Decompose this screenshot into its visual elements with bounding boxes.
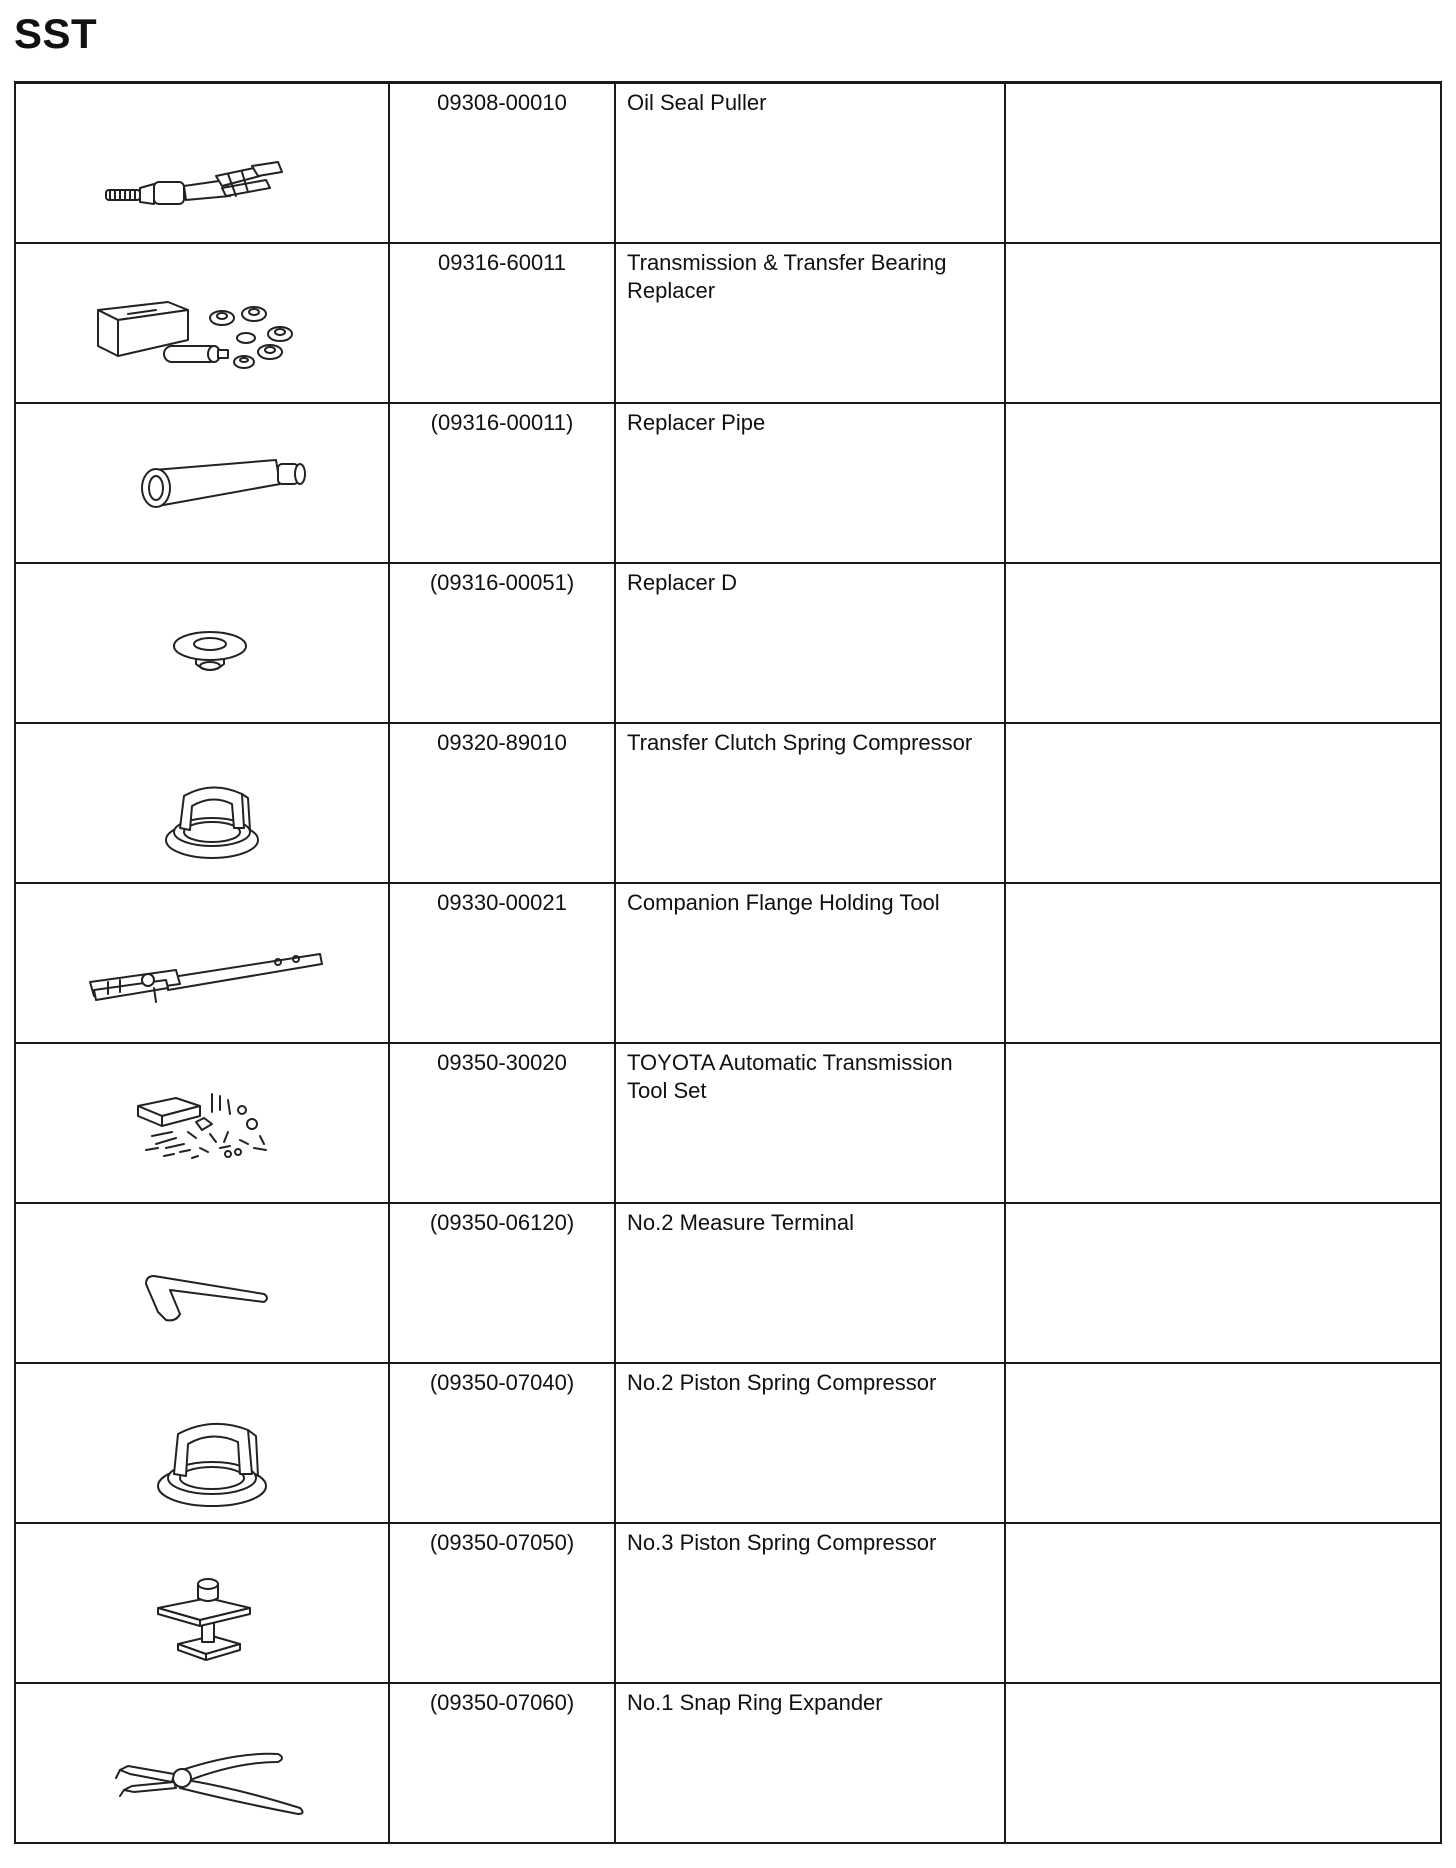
table-row	[15, 1523, 1441, 1683]
note-cell	[1005, 723, 1441, 883]
part-number: (09350-06120)	[429, 1210, 575, 1235]
part-number: 09308-00010	[437, 90, 567, 115]
part-number: (09316-00011)	[430, 410, 574, 435]
tool-illustration-cell	[15, 243, 389, 403]
note-cell	[1005, 1523, 1441, 1683]
tool-illustration-cell	[15, 83, 389, 244]
bearing-replacer-set-icon	[16, 244, 388, 402]
sst-table	[14, 81, 1442, 1844]
note-cell	[1005, 403, 1441, 563]
part-number: 09316-60011	[437, 250, 567, 275]
part-number: 09330-00021	[437, 890, 567, 915]
part-number: (09350-07050)	[429, 1530, 575, 1555]
part-number: 09320-89010	[437, 730, 567, 755]
replacer-pipe-icon	[16, 404, 388, 562]
tool-illustration-cell	[15, 723, 389, 883]
tool-name: No.2 Piston Spring Compressor	[627, 1370, 937, 1395]
tool-name: No.3 Piston Spring Compressor	[627, 1530, 937, 1555]
table-row	[15, 1363, 1441, 1523]
table-row	[15, 243, 1441, 403]
tool-illustration-cell	[15, 563, 389, 723]
replacer-d-icon	[16, 564, 388, 722]
table-row	[15, 1683, 1441, 1843]
tool-illustration-cell	[15, 403, 389, 563]
note-cell	[1005, 1203, 1441, 1363]
note-cell	[1005, 883, 1441, 1043]
tool-name: Replacer Pipe	[627, 410, 766, 435]
note-cell	[1005, 1043, 1441, 1203]
tool-illustration-cell	[15, 1523, 389, 1683]
tool-name: Companion Flange Holding Tool	[627, 890, 940, 915]
part-number: (09350-07040)	[429, 1370, 575, 1395]
tool-name: Oil Seal Puller	[627, 90, 767, 115]
note-cell	[1005, 1683, 1441, 1843]
tool-name: No.1 Snap Ring Expander	[627, 1690, 883, 1715]
tool-name: Transfer Clutch Spring Compressor	[627, 730, 973, 755]
piston-spring-compressor-3-icon	[16, 1524, 388, 1682]
tool-name: No.2 Measure Terminal	[627, 1210, 855, 1235]
table-row	[15, 403, 1441, 563]
tool-name: Transmission & Transfer Bearing Replacer	[627, 250, 947, 303]
table-row	[15, 1043, 1441, 1203]
note-cell	[1005, 1363, 1441, 1523]
part-number: (09316-00051)	[429, 570, 575, 595]
table-row	[15, 563, 1441, 723]
snap-ring-expander-icon	[16, 1684, 388, 1842]
note-cell	[1005, 243, 1441, 403]
piston-spring-compressor-icon	[16, 1364, 388, 1522]
table-row	[15, 83, 1441, 244]
tool-illustration-cell	[15, 1043, 389, 1203]
tool-illustration-cell	[15, 1363, 389, 1523]
table-row	[15, 723, 1441, 883]
tool-name: TOYOTA Automatic Transmission Tool Set	[627, 1050, 953, 1103]
tool-set-icon	[16, 1044, 388, 1202]
tool-illustration-cell	[15, 1203, 389, 1363]
table-row	[15, 883, 1441, 1043]
page-title: SST	[14, 10, 98, 57]
note-cell	[1005, 83, 1441, 244]
oil-seal-puller-icon	[16, 84, 388, 242]
flange-holding-tool-icon	[16, 884, 388, 1042]
measure-terminal-icon	[16, 1204, 388, 1362]
tool-illustration-cell	[15, 1683, 389, 1843]
part-number: 09350-30020	[437, 1050, 567, 1075]
part-number: (09350-07060)	[429, 1690, 575, 1715]
note-cell	[1005, 563, 1441, 723]
clutch-spring-compressor-icon	[16, 724, 388, 882]
table-row	[15, 1203, 1441, 1363]
tool-illustration-cell	[15, 883, 389, 1043]
tool-name: Replacer D	[627, 570, 738, 595]
